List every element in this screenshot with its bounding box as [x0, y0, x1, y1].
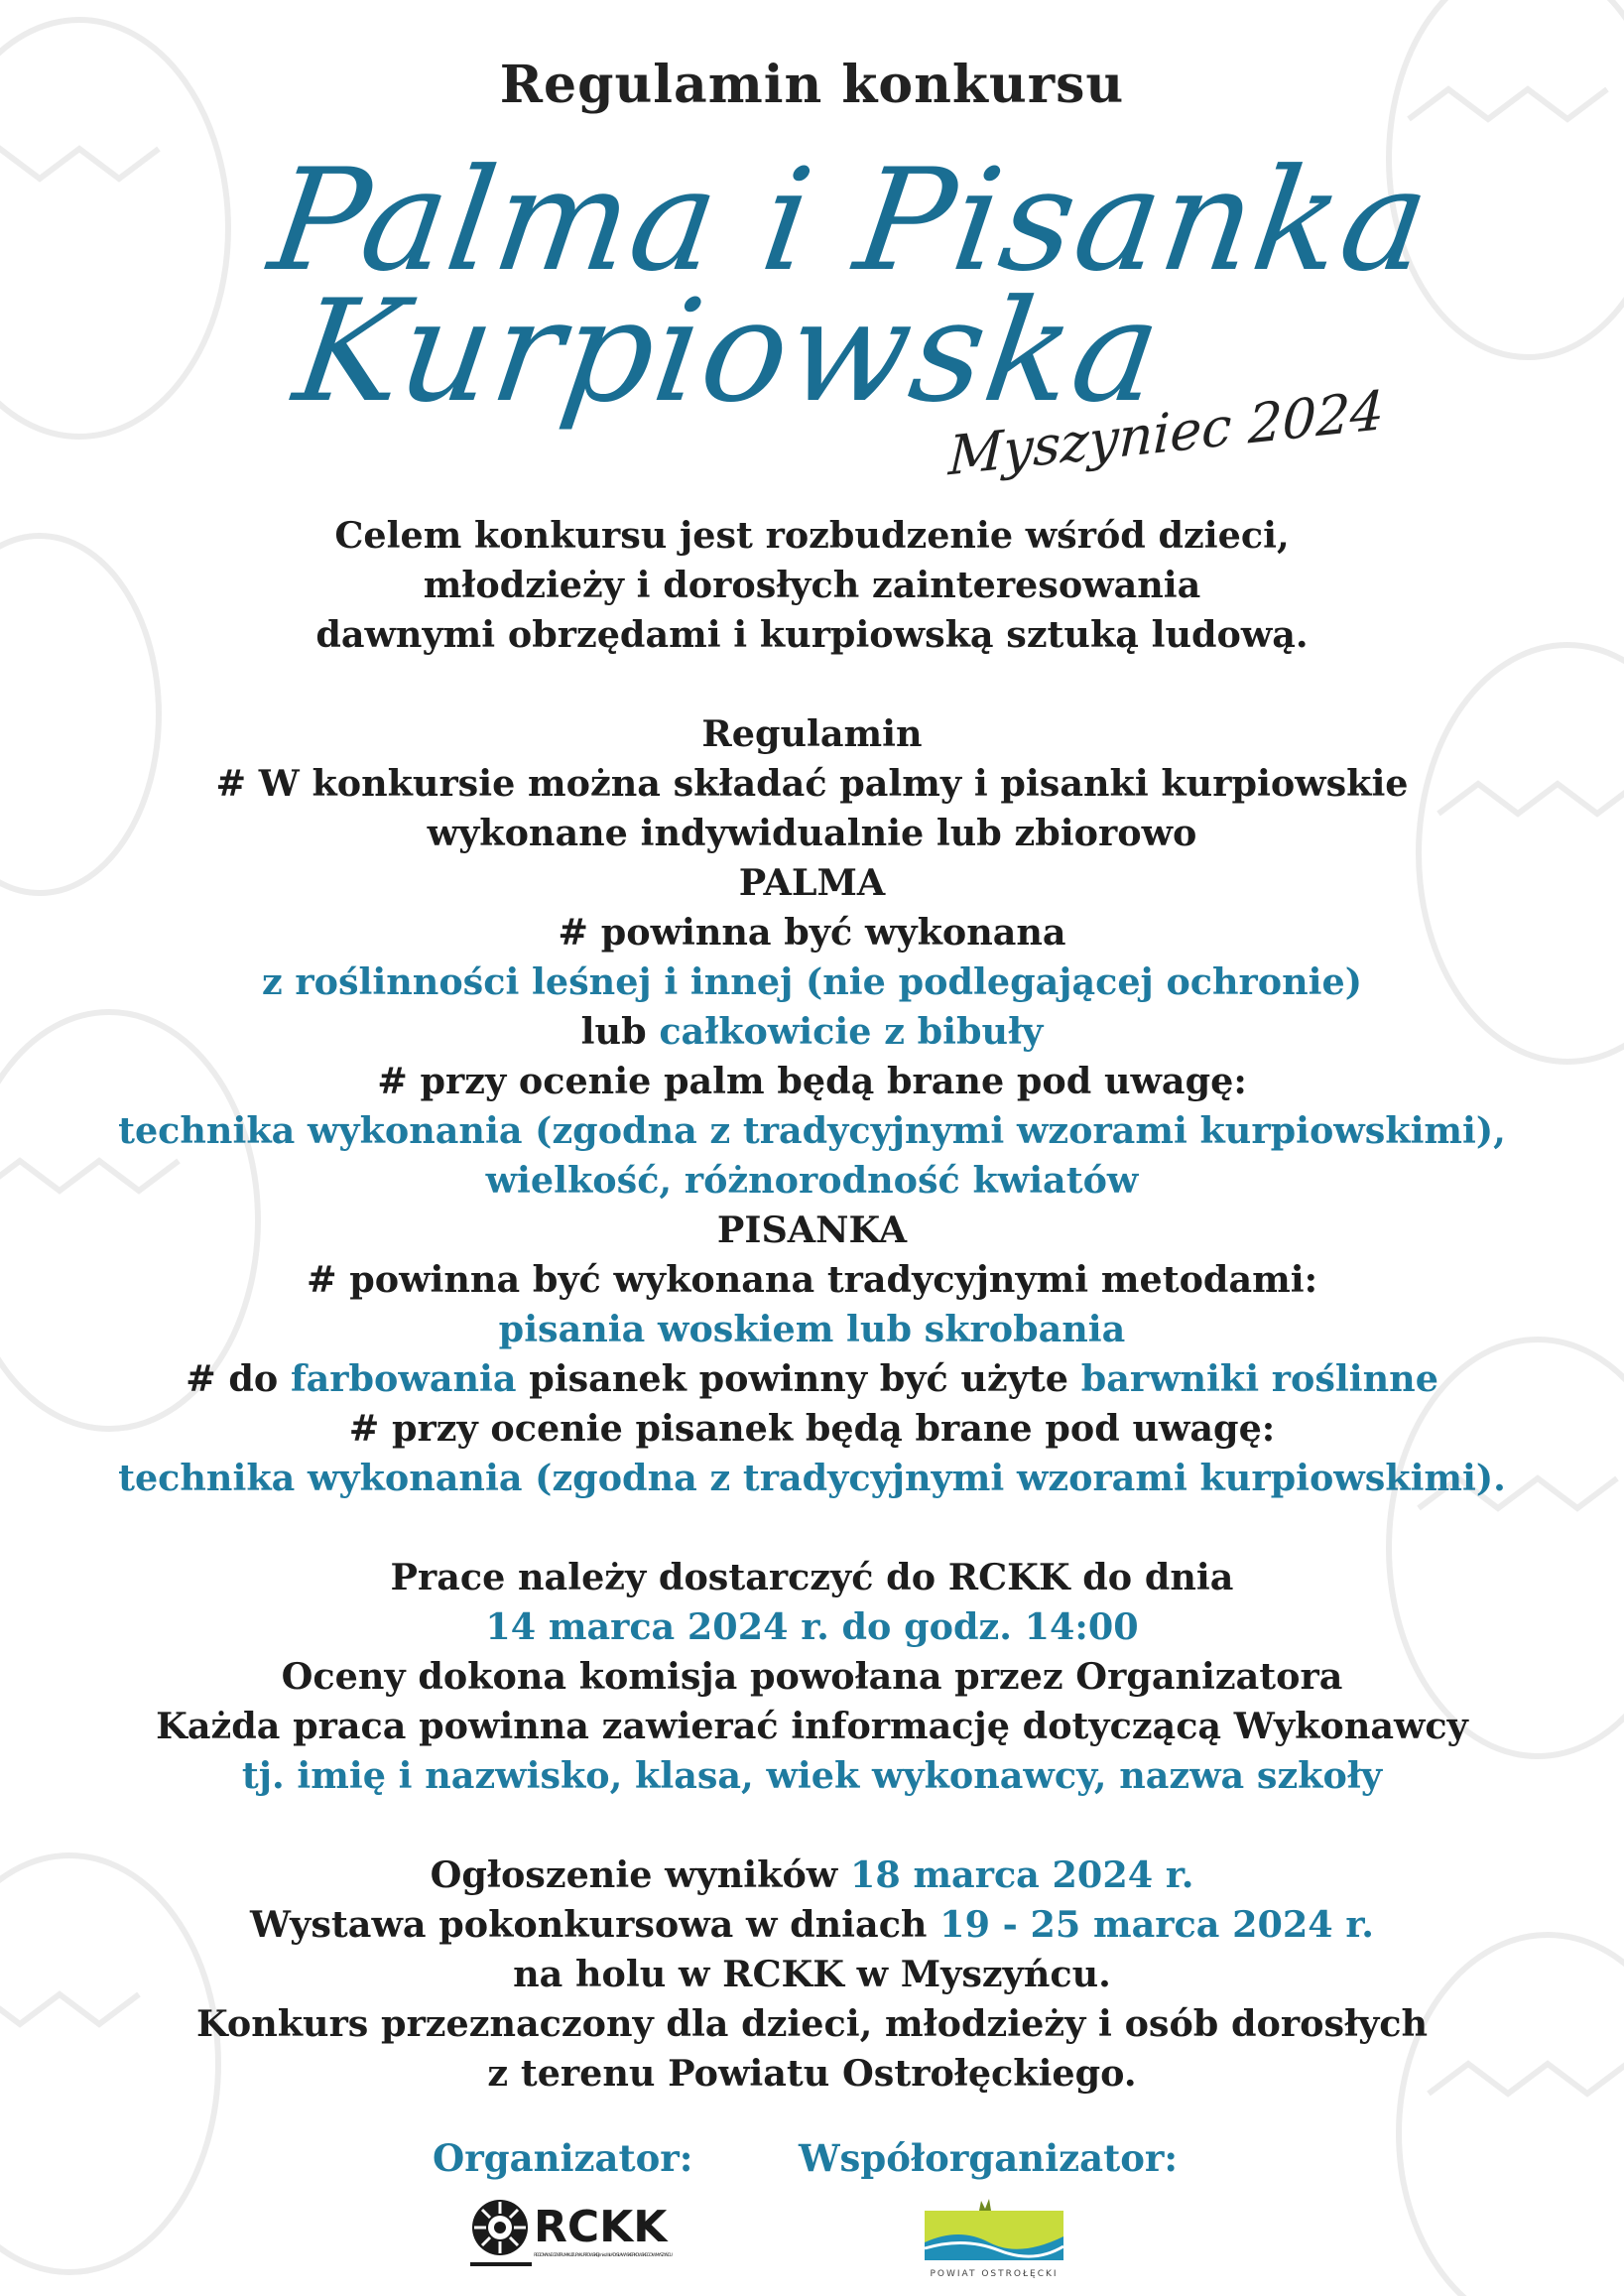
- rckk-logo: [464, 2195, 683, 2272]
- palma-criteria-intro: # przy ocenie palm będą brane pod uwagę:: [377, 1060, 1247, 1102]
- rules-heading: Regulamin: [701, 712, 923, 755]
- rule-general-2: wykonane indywidualnie lub zbiorowo: [427, 812, 1197, 854]
- pisanka-dye-prefix: # do: [186, 1357, 279, 1400]
- co-organizer-label: Współorganizator:: [799, 2136, 1179, 2180]
- results-label: Ogłoszenie wyników: [430, 1853, 838, 1896]
- delivery-jury: Oceny dokona komisja powołana przez Organizatora: [281, 1655, 1343, 1698]
- spacer: [0, 1503, 1624, 1553]
- exhibition-venue: na holu w RCKK w Myszyńcu.: [513, 1953, 1111, 1995]
- spacer: [0, 1801, 1624, 1850]
- pisanka-heading: PISANKA: [716, 1209, 908, 1251]
- exhibition-label: Wystawa pokonkursowa w dniach: [249, 1903, 928, 1946]
- delivery-line: Prace należy dostarczyć do RCKK do dnia: [390, 1556, 1234, 1598]
- palma-criteria-2: wielkość, różnorodność kwiatów: [485, 1159, 1139, 1202]
- pisanka-made-with: # powinna być wykonana tradycyjnymi metodami:: [306, 1258, 1318, 1301]
- title-line-2: Kurpiowska: [286, 270, 1172, 434]
- pisanka-dye-line: [0, 1354, 1624, 1404]
- rckk-logo-subtext: REGIONALNE CENTRUM KULTURY KURPIOWSKIEJ im. ks. WŁADYSŁAWA SKIERKOWSKIEGO W MYSZYŃCU: [534, 2253, 674, 2258]
- organizer-label: Organizator:: [433, 2136, 693, 2180]
- pisanka-methods: pisania woskiem lub skrobania: [498, 1308, 1126, 1350]
- results-line: [0, 1850, 1624, 1900]
- palma-made-of: # powinna być wykonana: [558, 911, 1066, 954]
- palma-or-word: lub: [580, 1010, 647, 1053]
- pisanka-dye-mid: pisanek powinny być użyte: [529, 1357, 1068, 1400]
- audience-line-2: z terenu Powiatu Ostrołęckiego.: [487, 2052, 1137, 2095]
- place-year: Myszyniec 2024: [947, 378, 1386, 488]
- pisanka-dye-type: barwniki roślinne: [1080, 1357, 1438, 1400]
- delivery-deadline: 14 marca 2024 r. do godz. 14:00: [485, 1605, 1139, 1648]
- delivery-info: Każda praca powinna zawierać informację dotyczącą Wykonawcy: [156, 1705, 1468, 1747]
- palma-heading: PALMA: [738, 861, 886, 904]
- poster-heading: Regulamin konkursu: [499, 55, 1125, 115]
- palma-material: z roślinności leśnej i innej (nie podlegającej ochronie): [261, 960, 1363, 1003]
- exhibition-line: [0, 1900, 1624, 1950]
- delivery-info-fields: tj. imię i nazwisko, klasa, wiek wykonawcy, nazwa szkoły: [241, 1754, 1383, 1797]
- palma-alt-material: całkowicie z bibuły: [659, 1010, 1044, 1053]
- rckk-emblem-icon: [472, 2200, 528, 2255]
- palma-alt-line: [0, 1007, 1624, 1057]
- audience-line-1: Konkurs przeznaczony dla dzieci, młodzieży i osób dorosłych: [195, 2002, 1429, 2045]
- powiat-ostrolecki-logo: [920, 2193, 1068, 2282]
- powiat-logo-caption: POWIAT OSTROŁĘCKI: [930, 2269, 1059, 2279]
- rule-general-1: # W konkursie można składać palmy i pisanki kurpiowskie: [215, 762, 1409, 805]
- rules-body: [0, 511, 1624, 2099]
- title-line-1: Palma i Pisanka: [261, 139, 1440, 303]
- intro-line-1: Celem konkursu jest rozbudzenie wśród dzieci,: [334, 514, 1290, 557]
- intro-line-3: dawnymi obrzędami i kurpiowską sztuką ludową.: [315, 613, 1309, 656]
- results-date: 18 marca 2024 r.: [849, 1853, 1194, 1896]
- exhibition-dates: 19 - 25 marca 2024 r.: [939, 1903, 1374, 1946]
- pisanka-criteria-intro: # przy ocenie pisanek będą brane pod uwagę:: [348, 1407, 1276, 1450]
- rckk-logo-text: RCKK: [534, 2202, 668, 2252]
- pisanka-dye-word: farbowania: [290, 1357, 517, 1400]
- palma-criteria-1: technika wykonania (zgodna z tradycyjnymi wzorami kurpiowskimi),: [118, 1109, 1506, 1152]
- pisanka-criteria-1: technika wykonania (zgodna z tradycyjnymi wzorami kurpiowskimi).: [118, 1457, 1506, 1499]
- spacer: [0, 660, 1624, 709]
- intro-line-2: młodzieży i dorosłych zainteresowania: [423, 564, 1201, 606]
